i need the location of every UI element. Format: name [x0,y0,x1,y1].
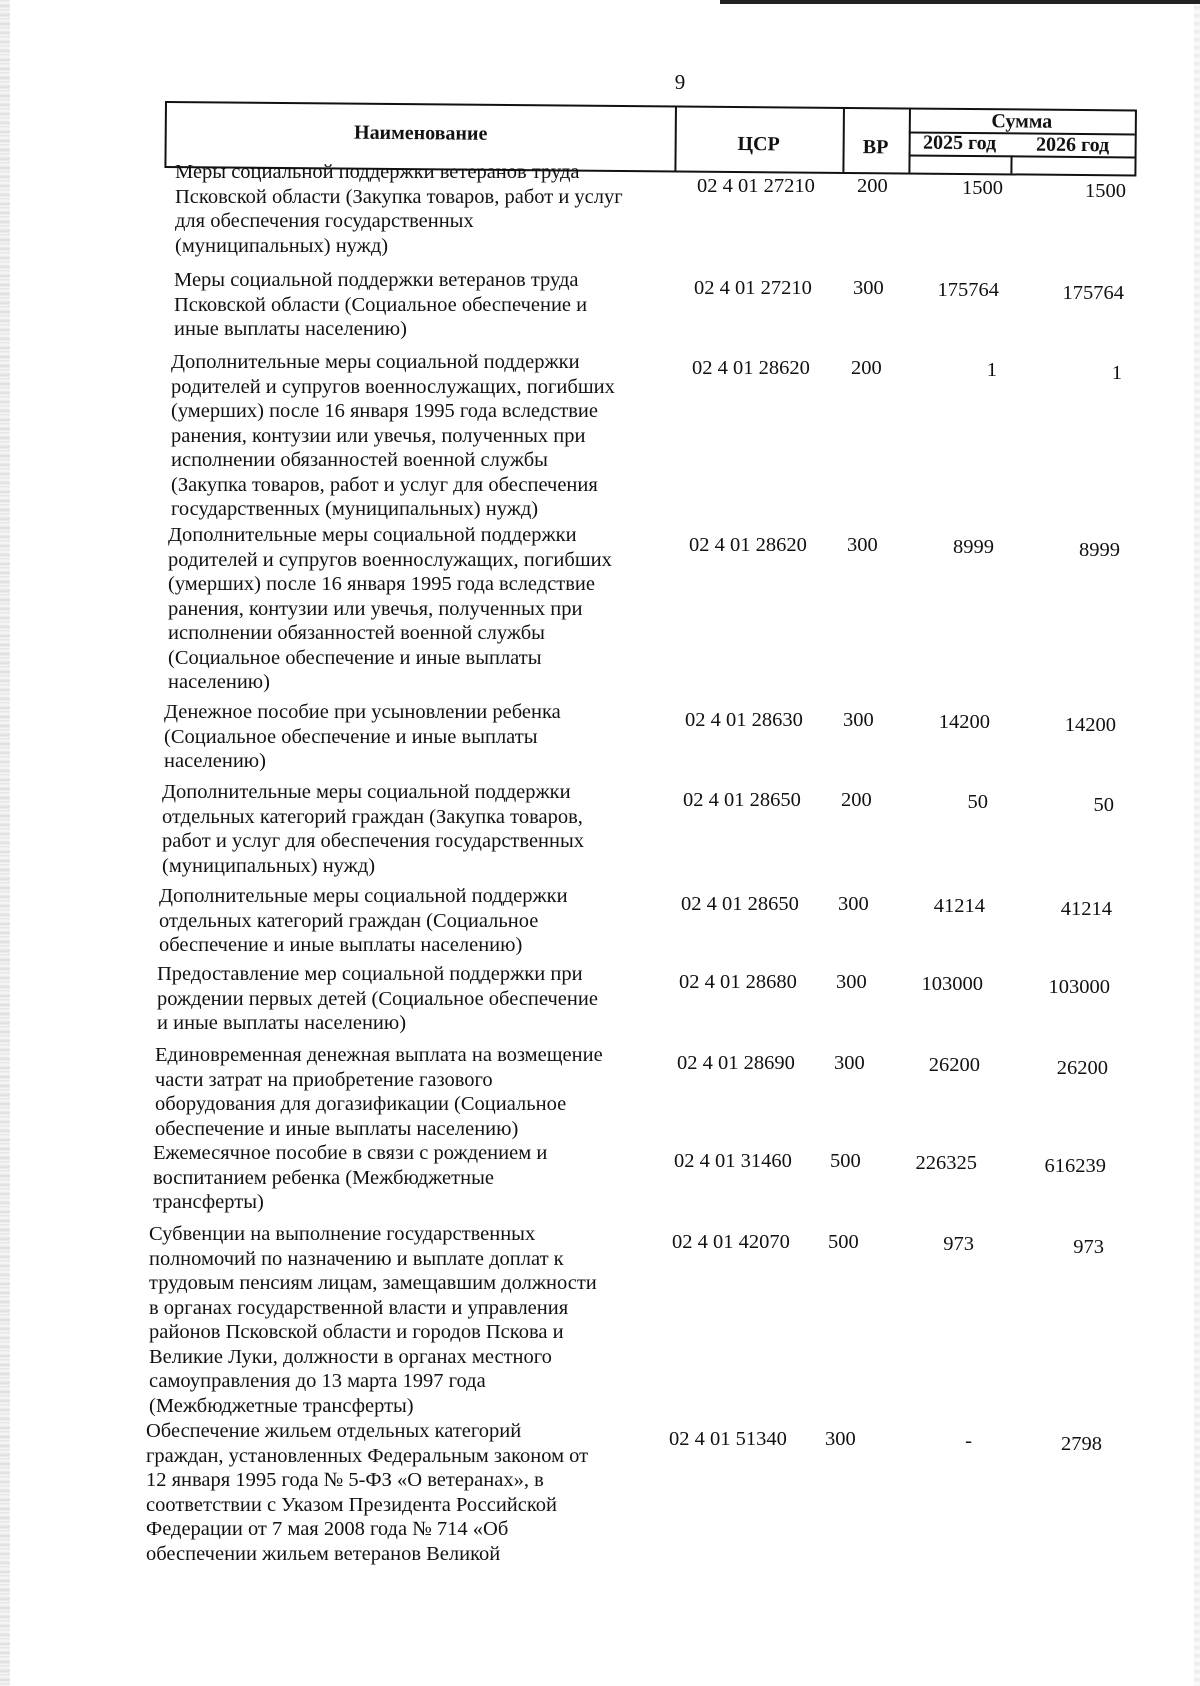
row-csr: 02 4 01 51340 [669,1428,787,1450]
row-vr: 300 [825,1428,856,1450]
row-name-line: трудовым пенсиям лицам, замещавшим должности [149,1272,597,1294]
row-sum-2026: 14200 [1064,714,1116,736]
row-csr: 02 4 01 28620 [689,534,807,556]
row-sum-2026: 2798 [1061,1433,1102,1455]
row-sum-2026: 103000 [1048,976,1110,998]
row-vr: 200 [841,789,872,811]
row-sum-2025: 226325 [915,1152,977,1174]
row-name-line: обеспечение и иные выплаты населению) [159,934,523,956]
row-name-line: населению) [164,750,266,772]
row-sum-2025: 14200 [938,711,990,733]
row-sum-2025: 50 [967,791,988,813]
row-vr: 500 [830,1150,861,1172]
row-csr: 02 4 01 42070 [672,1231,790,1253]
row-name [155,1043,645,1141]
row-name [162,780,652,878]
row-csr: 02 4 01 28690 [677,1052,795,1074]
row-vr: 200 [851,357,882,379]
row-name [157,962,647,1036]
row-name-line: исполнении обязанностей военной службы [171,449,548,471]
row-name-line: Меры социальной поддержки ветеранов труда [175,161,580,183]
row-name-line: (муниципальных) нужд) [175,234,389,257]
row-sum-2026: 41214 [1060,898,1112,920]
row-name-line: родителей и супругов военнослужащих, погибших [171,375,615,398]
row-name [168,523,658,695]
row-name-line: (Закупка товаров, работ и услуг для обеспечения [171,473,598,496]
row-sum-2026: 1500 [1085,180,1126,202]
row-vr: 300 [836,971,867,993]
row-name [153,1141,643,1215]
row-name-line: (муниципальных) нужд) [162,854,376,877]
row-name-line: районов Псковской области и городов Пскова и [149,1321,564,1343]
row-name-line: Предоставление мер социальной поддержки при [157,963,583,985]
header-divider [1010,155,1012,173]
row-name-line: (Межбюджетные трансферты) [149,1394,414,1417]
scan-edge-right [1194,0,1200,1686]
row-sum-2025: 175764 [937,279,999,301]
row-vr: 300 [838,893,869,915]
row-name-line: Единовременная денежная выплата на возмещение [155,1044,603,1066]
row-name-line: отдельных категорий граждан (Социальное [159,909,539,932]
row-name-line: ранения, контузии или увечья, полученных при [168,597,583,620]
row-name-line: Псковской области (Социальное обеспечение и [174,293,588,316]
row-name-line: и иные выплаты населению) [157,1012,407,1034]
row-name-line: Дополнительные меры социальной поддержки [162,781,571,803]
row-vr: 300 [843,709,874,731]
row-name-line: части затрат на приобретение газового [155,1068,493,1091]
row-sum-2025: 41214 [933,895,985,917]
row-sum-2026: 26200 [1056,1057,1108,1079]
row-name [159,884,649,958]
row-name-line: Федерации от 7 мая 2008 года № 714 «Об [146,1518,509,1540]
row-name-line: 12 января 1995 года № 5-ФЗ «О ветеранах», в [146,1469,544,1491]
row-name-line: отдельных категорий граждан (Закупка товаров, [162,805,583,828]
header-year-2025: 2025 год [923,131,997,155]
row-name-line: Псковской области (Закупка товаров, работ и услуг [175,185,623,208]
row-sum-2025: 26200 [928,1054,980,1076]
header-sum: Сумма [991,110,1053,133]
row-sum-2026: 50 [1093,794,1114,816]
row-csr: 02 4 01 28620 [692,357,810,379]
row-csr: 02 4 01 27210 [694,277,812,299]
scan-top-line [720,0,1200,4]
row-sum-2025: 1500 [962,177,1003,199]
row-name-line: соответствии с Указом Президента Российской [146,1493,558,1516]
row-csr: 02 4 01 28630 [685,709,803,731]
row-name-line: Великие Луки, должности в органах местного [149,1345,552,1368]
row-sum-2025: - [965,1430,972,1452]
row-sum-2025: 1 [986,359,997,381]
header-csr: ЦСР [737,132,780,156]
row-vr: 200 [857,175,888,197]
row-sum-2026: 8999 [1079,539,1120,561]
row-vr: 500 [828,1231,859,1253]
row-name-line: оборудования для догазификации (Социальное [155,1093,567,1115]
row-csr: 02 4 01 28680 [679,971,797,993]
row-name [149,1222,639,1418]
row-name [175,160,665,258]
row-vr: 300 [834,1052,865,1074]
row-name-line: родителей и супругов военнослужащих, погибших [168,548,612,571]
row-name [164,700,654,774]
row-name-line: Меры социальной поддержки ветеранов труда [174,269,579,291]
row-name-line: граждан, установленных Федеральным законом от [146,1444,589,1467]
row-name-line: рождении первых детей (Социальное обеспечение [157,987,598,1010]
row-name-line: ранения, контузии или увечья, полученных при [171,424,586,447]
row-name [174,268,664,342]
row-name-line: обеспечение и иные выплаты населению) [155,1117,519,1140]
header-name: Наименование [353,121,488,145]
row-name-line: иные выплаты населению) [174,318,407,340]
row-name-line: (Социальное обеспечение и иные выплаты [168,646,542,669]
header-year-2026: 2026 год [1035,133,1110,157]
row-sum-2025: 8999 [953,536,994,558]
row-vr: 300 [847,534,878,556]
row-vr: 300 [853,277,884,299]
row-sum-2026: 616239 [1044,1155,1106,1177]
row-name-line: Дополнительные меры социальной поддержки [159,885,568,907]
row-csr: 02 4 01 27210 [697,175,815,197]
header-vr: ВР [862,136,889,159]
row-sum-2026: 973 [1073,1236,1104,1258]
row-sum-2026: 1 [1111,362,1122,384]
row-sum-2026: 175764 [1062,282,1124,304]
row-name-line: Дополнительные меры социальной поддержки [171,351,580,373]
row-name-line: Ежемесячное пособие в связи с рождением и [153,1142,548,1164]
row-name-line: обеспечении жильем ветеранов Великой [146,1542,501,1565]
row-name-line: трансферты) [153,1191,264,1213]
row-csr: 02 4 01 31460 [674,1150,792,1172]
row-name-line: Субвенции на выполнение государственных [149,1223,536,1245]
row-name-line: воспитанием ребенка (Межбюджетные [153,1166,494,1189]
row-name [146,1419,636,1566]
page-number: 9 [674,70,686,94]
row-name-line: полномочий по назначению и выплате доплат к [149,1247,564,1270]
row-name-line: (умерших) после 16 января 1995 года вследствие [171,400,598,422]
row-name-line: в органах государственной власти и управления [149,1296,569,1319]
row-name-line: работ и услуг для обеспечения государственных [162,830,585,852]
row-name-line: для обеспечения государственных [175,210,474,232]
row-name-line: (умерших) после 16 января 1995 года вследствие [168,573,595,595]
row-sum-2025: 973 [943,1233,974,1255]
row-name-line: (Социальное обеспечение и иные выплаты [164,725,538,748]
row-name-line: исполнении обязанностей военной службы [168,622,545,644]
row-name-line: государственных (муниципальных) нужд) [171,498,539,520]
row-name-line: Денежное пособие при усыновлении ребенка [164,701,561,723]
row-name-line: самоуправления до 13 марта 1997 года [149,1370,486,1392]
row-name-line: Обеспечение жильем отдельных категорий [146,1420,522,1442]
row-name-line: Дополнительные меры социальной поддержки [168,524,577,546]
scan-edge-left [0,0,10,1686]
row-name [171,350,661,522]
row-csr: 02 4 01 28650 [681,893,799,915]
row-csr: 02 4 01 28650 [683,789,801,811]
row-name-line: населению) [168,671,270,693]
row-sum-2025: 103000 [921,973,983,995]
